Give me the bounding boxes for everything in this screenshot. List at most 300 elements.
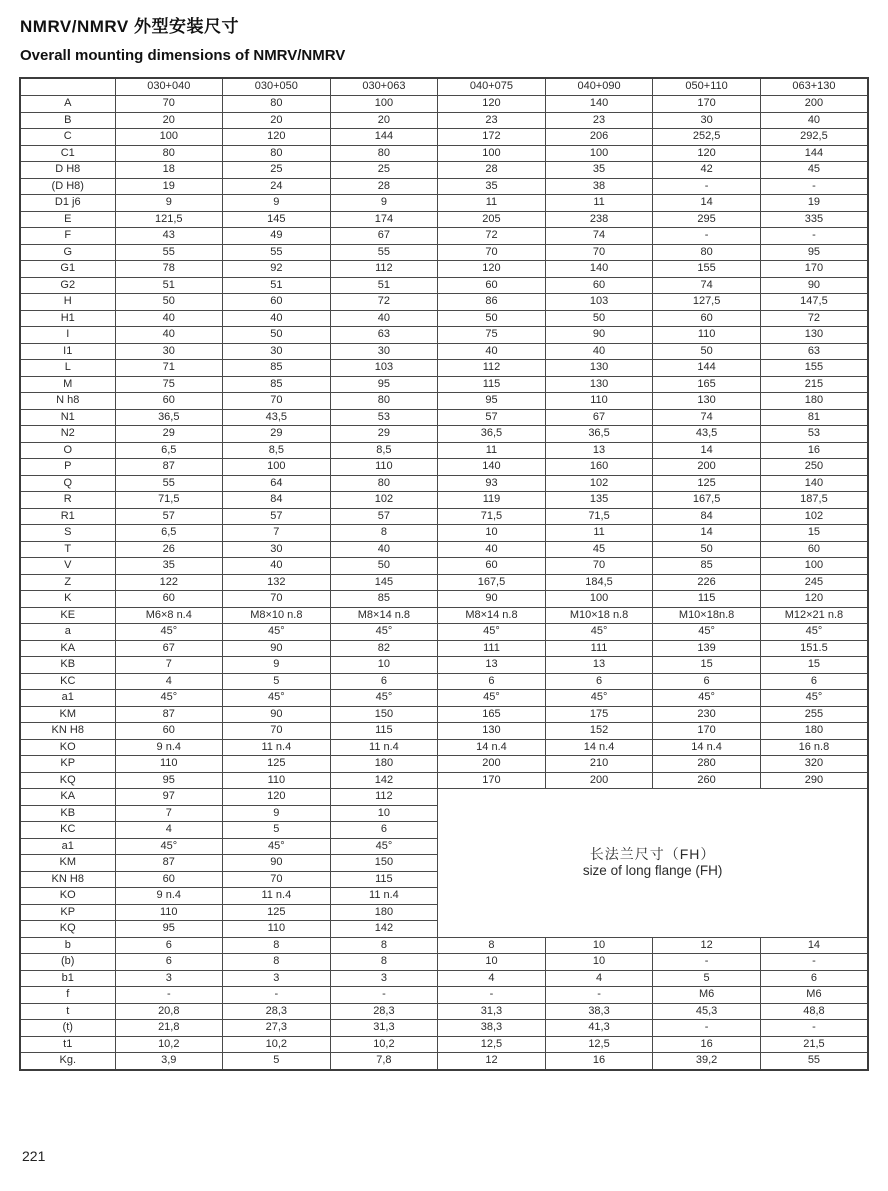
row-label: P	[20, 459, 115, 476]
table-cell: -	[115, 987, 223, 1004]
row-label: K	[20, 591, 115, 608]
table-cell: 45°	[115, 690, 223, 707]
table-cell: 6	[330, 822, 438, 839]
table-cell: 45°	[760, 624, 868, 641]
table-cell: 100	[438, 145, 546, 162]
table-cell: -	[653, 228, 761, 245]
table-cell: 110	[330, 459, 438, 476]
table-cell: 165	[653, 376, 761, 393]
table-cell: 10	[545, 954, 653, 971]
table-row	[20, 178, 868, 195]
table-cell: 20	[223, 112, 331, 129]
row-label: N2	[20, 426, 115, 443]
table-row	[20, 508, 868, 525]
row-label: C	[20, 129, 115, 146]
table-cell: M6	[653, 987, 761, 1004]
table-row	[20, 244, 868, 261]
table-cell: 180	[330, 904, 438, 921]
table-cell: 6,5	[115, 525, 223, 542]
table-row	[20, 739, 868, 756]
table-cell: 45	[545, 541, 653, 558]
row-label: KB	[20, 805, 115, 822]
row-label: H1	[20, 310, 115, 327]
table-cell: 87	[115, 706, 223, 723]
table-cell: 45°	[438, 690, 546, 707]
table-cell: 60	[438, 558, 546, 575]
table-cell: 4	[438, 970, 546, 987]
table-cell: 53	[760, 426, 868, 443]
table-cell: 120	[438, 96, 546, 113]
table-cell: 28	[438, 162, 546, 179]
table-cell: 45°	[115, 838, 223, 855]
row-label: E	[20, 211, 115, 228]
table-cell: 75	[438, 327, 546, 344]
row-label: KP	[20, 756, 115, 773]
table-cell: M10×18 n.8	[545, 607, 653, 624]
table-cell: 30	[223, 343, 331, 360]
table-cell: 74	[653, 409, 761, 426]
table-cell: 95	[438, 393, 546, 410]
table-cell: 35	[438, 178, 546, 195]
table-cell: 200	[545, 772, 653, 789]
table-cell: 84	[653, 508, 761, 525]
table-cell: 50	[653, 343, 761, 360]
corner-cell	[20, 78, 115, 96]
table-cell: 11 n.4	[223, 739, 331, 756]
table-cell: 11	[545, 525, 653, 542]
table-header	[20, 78, 868, 96]
table-cell: 90	[760, 277, 868, 294]
table-cell: 14	[653, 525, 761, 542]
table-cell: 13	[438, 657, 546, 674]
page-header	[20, 12, 345, 64]
table-cell: 40	[223, 310, 331, 327]
table-cell: 10	[545, 937, 653, 954]
table-cell: 144	[653, 360, 761, 377]
row-label: N1	[20, 409, 115, 426]
table-cell: -	[438, 987, 546, 1004]
row-label: t	[20, 1003, 115, 1020]
table-cell: 151.5	[760, 640, 868, 657]
table-cell: 41,3	[545, 1020, 653, 1037]
table-cell: 36,5	[438, 426, 546, 443]
table-cell: 30	[330, 343, 438, 360]
table-cell: 5	[223, 822, 331, 839]
table-cell: 51	[223, 277, 331, 294]
table-row	[20, 624, 868, 641]
table-row	[20, 723, 868, 740]
table-cell: 40	[545, 343, 653, 360]
table-cell: 95	[115, 921, 223, 938]
table-cell: 115	[330, 871, 438, 888]
row-label: KC	[20, 673, 115, 690]
row-label: KE	[20, 607, 115, 624]
table-cell: 184,5	[545, 574, 653, 591]
table-cell: 80	[330, 475, 438, 492]
row-label: Z	[20, 574, 115, 591]
table-cell: 80	[653, 244, 761, 261]
table-cell: 60	[760, 541, 868, 558]
table-cell: 31,3	[438, 1003, 546, 1020]
table-row	[20, 607, 868, 624]
table-cell: 35	[115, 558, 223, 575]
table-cell: 45°	[330, 624, 438, 641]
table-cell: 135	[545, 492, 653, 509]
table-cell: 29	[115, 426, 223, 443]
table-cell: 80	[115, 145, 223, 162]
table-cell: 5	[223, 673, 331, 690]
column-header: 050+110	[653, 78, 761, 96]
table-cell: 140	[760, 475, 868, 492]
table-cell: 125	[223, 756, 331, 773]
row-label: KP	[20, 904, 115, 921]
table-cell: 38,3	[545, 1003, 653, 1020]
table-cell: 71	[115, 360, 223, 377]
table-cell: 40	[223, 558, 331, 575]
table-cell: 90	[223, 706, 331, 723]
table-cell: -	[653, 954, 761, 971]
row-label: (D H8)	[20, 178, 115, 195]
table-cell: 139	[653, 640, 761, 657]
table-cell: 111	[438, 640, 546, 657]
table-cell: 14	[760, 937, 868, 954]
table-cell: 100	[223, 459, 331, 476]
table-cell: 112	[330, 261, 438, 278]
table-cell: 60	[438, 277, 546, 294]
table-row	[20, 211, 868, 228]
table-cell: 4	[115, 673, 223, 690]
row-label: KQ	[20, 772, 115, 789]
table-cell: 4	[545, 970, 653, 987]
table-cell: 238	[545, 211, 653, 228]
row-label: KA	[20, 789, 115, 806]
row-label: G2	[20, 277, 115, 294]
table-cell: 78	[115, 261, 223, 278]
table-cell: 90	[438, 591, 546, 608]
table-cell: 10	[330, 657, 438, 674]
table-cell: 206	[545, 129, 653, 146]
table-cell: 9	[223, 805, 331, 822]
table-cell: 8	[438, 937, 546, 954]
row-label: KO	[20, 888, 115, 905]
table-cell: 57	[115, 508, 223, 525]
table-cell: 130	[653, 393, 761, 410]
table-cell: 335	[760, 211, 868, 228]
table-cell: 95	[115, 772, 223, 789]
table-cell: 205	[438, 211, 546, 228]
table-row	[20, 1053, 868, 1070]
table-row	[20, 937, 868, 954]
table-cell: 144	[330, 129, 438, 146]
table-cell: 9 n.4	[115, 888, 223, 905]
row-label: KA	[20, 640, 115, 657]
row-label: KM	[20, 706, 115, 723]
table-cell: 226	[653, 574, 761, 591]
table-cell: 45	[760, 162, 868, 179]
table-cell: 6	[653, 673, 761, 690]
row-label: KC	[20, 822, 115, 839]
table-cell: 50	[545, 310, 653, 327]
table-row	[20, 706, 868, 723]
table-cell: 7	[115, 657, 223, 674]
table-cell: 63	[760, 343, 868, 360]
table-cell: 132	[223, 574, 331, 591]
table-cell: 35	[545, 162, 653, 179]
table-cell: 71,5	[438, 508, 546, 525]
table-cell: 11	[438, 195, 546, 212]
table-cell: 25	[223, 162, 331, 179]
table-cell: 50	[223, 327, 331, 344]
table-cell: 43	[115, 228, 223, 245]
table-cell: 40	[115, 327, 223, 344]
table-cell: 6	[545, 673, 653, 690]
table-cell: -	[653, 178, 761, 195]
table-row	[20, 987, 868, 1004]
row-label: I	[20, 327, 115, 344]
table-row	[20, 162, 868, 179]
table-cell: 81	[760, 409, 868, 426]
table-cell: 6	[330, 673, 438, 690]
table-cell: 14 n.4	[653, 739, 761, 756]
table-cell: M12×21 n.8	[760, 607, 868, 624]
table-cell: 8	[330, 525, 438, 542]
table-cell: 111	[545, 640, 653, 657]
table-cell: 87	[115, 459, 223, 476]
table-cell: 55	[115, 475, 223, 492]
row-label: b1	[20, 970, 115, 987]
row-label: M	[20, 376, 115, 393]
table-row	[20, 558, 868, 575]
table-cell: 10	[438, 525, 546, 542]
table-cell: 28,3	[223, 1003, 331, 1020]
table-cell: 85	[330, 591, 438, 608]
table-row	[20, 657, 868, 674]
table-row	[20, 772, 868, 789]
table-cell: 84	[223, 492, 331, 509]
table-cell: 7,8	[330, 1053, 438, 1070]
column-header: 040+075	[438, 78, 546, 96]
table-cell: 170	[653, 96, 761, 113]
table-cell: 3	[223, 970, 331, 987]
table-row	[20, 96, 868, 113]
table-cell: 11 n.4	[223, 888, 331, 905]
table-cell: 26	[115, 541, 223, 558]
row-label: C1	[20, 145, 115, 162]
table-cell: 110	[223, 921, 331, 938]
table-cell: 110	[545, 393, 653, 410]
column-header: 063+130	[760, 78, 868, 96]
table-cell: 165	[438, 706, 546, 723]
table-cell: 13	[545, 657, 653, 674]
table-cell: 60	[115, 591, 223, 608]
table-cell: 71,5	[545, 508, 653, 525]
table-cell: 42	[653, 162, 761, 179]
row-label: a1	[20, 838, 115, 855]
row-label: I1	[20, 343, 115, 360]
table-cell: 115	[438, 376, 546, 393]
row-label: KN H8	[20, 871, 115, 888]
table-cell: 4	[115, 822, 223, 839]
table-cell: 120	[223, 129, 331, 146]
table-cell: 57	[438, 409, 546, 426]
table-cell: 95	[760, 244, 868, 261]
header-row	[20, 78, 868, 96]
row-label: D H8	[20, 162, 115, 179]
table-cell: 80	[330, 393, 438, 410]
table-cell: 74	[545, 228, 653, 245]
table-row	[20, 442, 868, 459]
table-cell: 167,5	[653, 492, 761, 509]
table-cell: 112	[330, 789, 438, 806]
table-cell: 215	[760, 376, 868, 393]
table-cell: 18	[115, 162, 223, 179]
table-cell: 85	[223, 376, 331, 393]
table-cell: 5	[653, 970, 761, 987]
table-cell: 100	[330, 96, 438, 113]
table-body	[20, 96, 868, 1070]
table-cell: 100	[545, 145, 653, 162]
table-cell: 55	[330, 244, 438, 261]
table-cell: 70	[545, 244, 653, 261]
table-cell: 14	[653, 442, 761, 459]
table-row	[20, 492, 868, 509]
table-cell: 70	[223, 393, 331, 410]
table-cell: 23	[545, 112, 653, 129]
table-cell: M6	[760, 987, 868, 1004]
table-row	[20, 1020, 868, 1037]
column-header: 030+050	[223, 78, 331, 96]
table-cell: -	[760, 1020, 868, 1037]
table-cell: 29	[330, 426, 438, 443]
table-cell: 85	[223, 360, 331, 377]
table-cell: 45°	[223, 690, 331, 707]
table-cell: 60	[115, 723, 223, 740]
row-label: S	[20, 525, 115, 542]
table-cell: 120	[760, 591, 868, 608]
table-cell: 290	[760, 772, 868, 789]
table-cell: 6	[438, 673, 546, 690]
table-cell: 20	[115, 112, 223, 129]
table-cell: 6	[115, 954, 223, 971]
table-cell: 6	[760, 673, 868, 690]
table-cell: 110	[223, 772, 331, 789]
table-row	[20, 343, 868, 360]
table-cell: 100	[545, 591, 653, 608]
row-label: a	[20, 624, 115, 641]
table-row	[20, 376, 868, 393]
table-cell: 100	[760, 558, 868, 575]
table-cell: 150	[330, 855, 438, 872]
column-header: 030+040	[115, 78, 223, 96]
table-row	[20, 640, 868, 657]
table-cell: 97	[115, 789, 223, 806]
table-cell: 70	[438, 244, 546, 261]
table-cell: 12,5	[438, 1036, 546, 1053]
table-cell: 45°	[545, 690, 653, 707]
table-cell: 12	[653, 937, 761, 954]
table-cell: 6	[115, 937, 223, 954]
table-cell: M8×10 n.8	[223, 607, 331, 624]
table-cell: 10	[330, 805, 438, 822]
table-cell: 130	[545, 360, 653, 377]
table-cell: 24	[223, 178, 331, 195]
page-number: 221	[22, 1148, 46, 1164]
table-cell: 9	[330, 195, 438, 212]
table-cell: 255	[760, 706, 868, 723]
table-row	[20, 954, 868, 971]
table-row	[20, 129, 868, 146]
table-cell: 90	[545, 327, 653, 344]
table-cell: 80	[330, 145, 438, 162]
row-label: KM	[20, 855, 115, 872]
table-row	[20, 690, 868, 707]
table-cell: 12	[438, 1053, 546, 1070]
table-cell: 121,5	[115, 211, 223, 228]
table-cell: 67	[115, 640, 223, 657]
table-cell: 5	[223, 1053, 331, 1070]
table-cell: M8×14 n.8	[330, 607, 438, 624]
table-cell: 130	[545, 376, 653, 393]
table-cell: 19	[115, 178, 223, 195]
table-cell: 93	[438, 475, 546, 492]
table-cell: 8	[223, 937, 331, 954]
table-cell: 292,5	[760, 129, 868, 146]
table-row	[20, 228, 868, 245]
table-row	[20, 541, 868, 558]
table-cell: 7	[223, 525, 331, 542]
table-cell: 15	[760, 525, 868, 542]
table-cell: 155	[653, 261, 761, 278]
table-cell: 6,5	[115, 442, 223, 459]
table-cell: 140	[545, 261, 653, 278]
table-cell: 38,3	[438, 1020, 546, 1037]
table-row	[20, 393, 868, 410]
row-label: a1	[20, 690, 115, 707]
table-cell: 20,8	[115, 1003, 223, 1020]
row-label: B	[20, 112, 115, 129]
row-label: KO	[20, 739, 115, 756]
table-cell: 71,5	[115, 492, 223, 509]
table-row	[20, 261, 868, 278]
table-cell: 27,3	[223, 1020, 331, 1037]
table-cell: 112	[438, 360, 546, 377]
table-row	[20, 195, 868, 212]
table-cell: 60	[115, 393, 223, 410]
table-cell: 180	[760, 723, 868, 740]
table-cell: 110	[653, 327, 761, 344]
table-cell: 140	[545, 96, 653, 113]
row-label: O	[20, 442, 115, 459]
table-cell: 40	[115, 310, 223, 327]
table-cell: 30	[653, 112, 761, 129]
table-cell: 16	[760, 442, 868, 459]
table-cell: 180	[330, 756, 438, 773]
table-cell: 25	[330, 162, 438, 179]
table-cell: 45,3	[653, 1003, 761, 1020]
table-cell: 125	[223, 904, 331, 921]
table-cell: 21,8	[115, 1020, 223, 1037]
table-cell: 50	[653, 541, 761, 558]
table-cell: 102	[330, 492, 438, 509]
table-cell: 36,5	[545, 426, 653, 443]
table-cell: M6×8 n.4	[115, 607, 223, 624]
row-label: f	[20, 987, 115, 1004]
table-cell: 250	[760, 459, 868, 476]
table-cell: 70	[223, 871, 331, 888]
table-cell: 115	[653, 591, 761, 608]
table-cell: 152	[545, 723, 653, 740]
table-cell: -	[223, 987, 331, 1004]
